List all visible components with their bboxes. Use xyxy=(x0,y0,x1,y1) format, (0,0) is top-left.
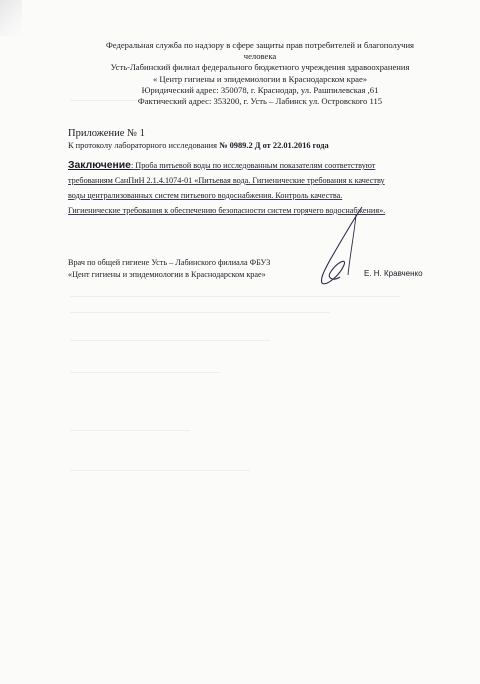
appendix-title: Приложение № 1 xyxy=(68,128,145,139)
header-line: Федеральная служба по надзору в сфере защиты прав потребителей и благополучия xyxy=(105,40,415,50)
header-line: человека xyxy=(243,51,277,62)
protocol-number: № 0989.2 Д от 22.01.2016 года xyxy=(219,141,329,150)
bleed-through-line xyxy=(70,312,330,313)
bleed-through-line xyxy=(70,372,220,373)
legal-address: Юридический адрес: 350078, г. Краснодар, ул. Рашпилевская ,61 xyxy=(141,84,379,95)
organization-header xyxy=(60,40,460,107)
bleed-through-line xyxy=(70,296,400,297)
conclusion-label: Заключение xyxy=(68,160,131,171)
page-fold-shadow xyxy=(0,0,22,36)
conclusion-text: : Проба питьевой воды по исследованным показателям соответствуют xyxy=(130,161,376,170)
conclusion-block xyxy=(68,158,460,218)
conclusion-line: Гигиенические требования к обеспечению безопасности систем горячего водоснабжения». xyxy=(68,206,386,215)
protocol-reference xyxy=(68,140,329,151)
actual-address: Фактический адрес: 353200, г. Усть – Лабинск ул. Островского 115 xyxy=(137,96,383,107)
signer-position: Врач по общей гигиене Усть – Лабинского филиала ФБУЗ xyxy=(68,258,271,267)
handwritten-signature xyxy=(300,205,370,295)
signer-name: Е. Н. Кравченко xyxy=(364,269,423,278)
bleed-through-line xyxy=(70,470,250,471)
header-line: « Центр гигиены и эпидемиологии в Краснодарском крае» xyxy=(152,73,368,84)
bleed-through-line xyxy=(70,430,190,431)
bleed-through-line xyxy=(70,340,270,341)
header-line: Усть-Лабинский филиал федерального бюджетного учреждения здравоохранения xyxy=(110,62,410,73)
conclusion-line: требованиям СанПиН 2.1.4.1074-01 «Питьевая вода. Гигиенические требования к качеству xyxy=(68,176,385,185)
conclusion-line: воды централизованных систем питьевого водоснабжения. Контроль качества. xyxy=(68,191,343,200)
conclusion-line xyxy=(68,158,460,173)
signer-organization: «Цент гигиены и эпидемиологии в Краснодарском крае» xyxy=(68,270,266,279)
protocol-prefix: К протоколу лабораторного исследования xyxy=(68,141,218,150)
